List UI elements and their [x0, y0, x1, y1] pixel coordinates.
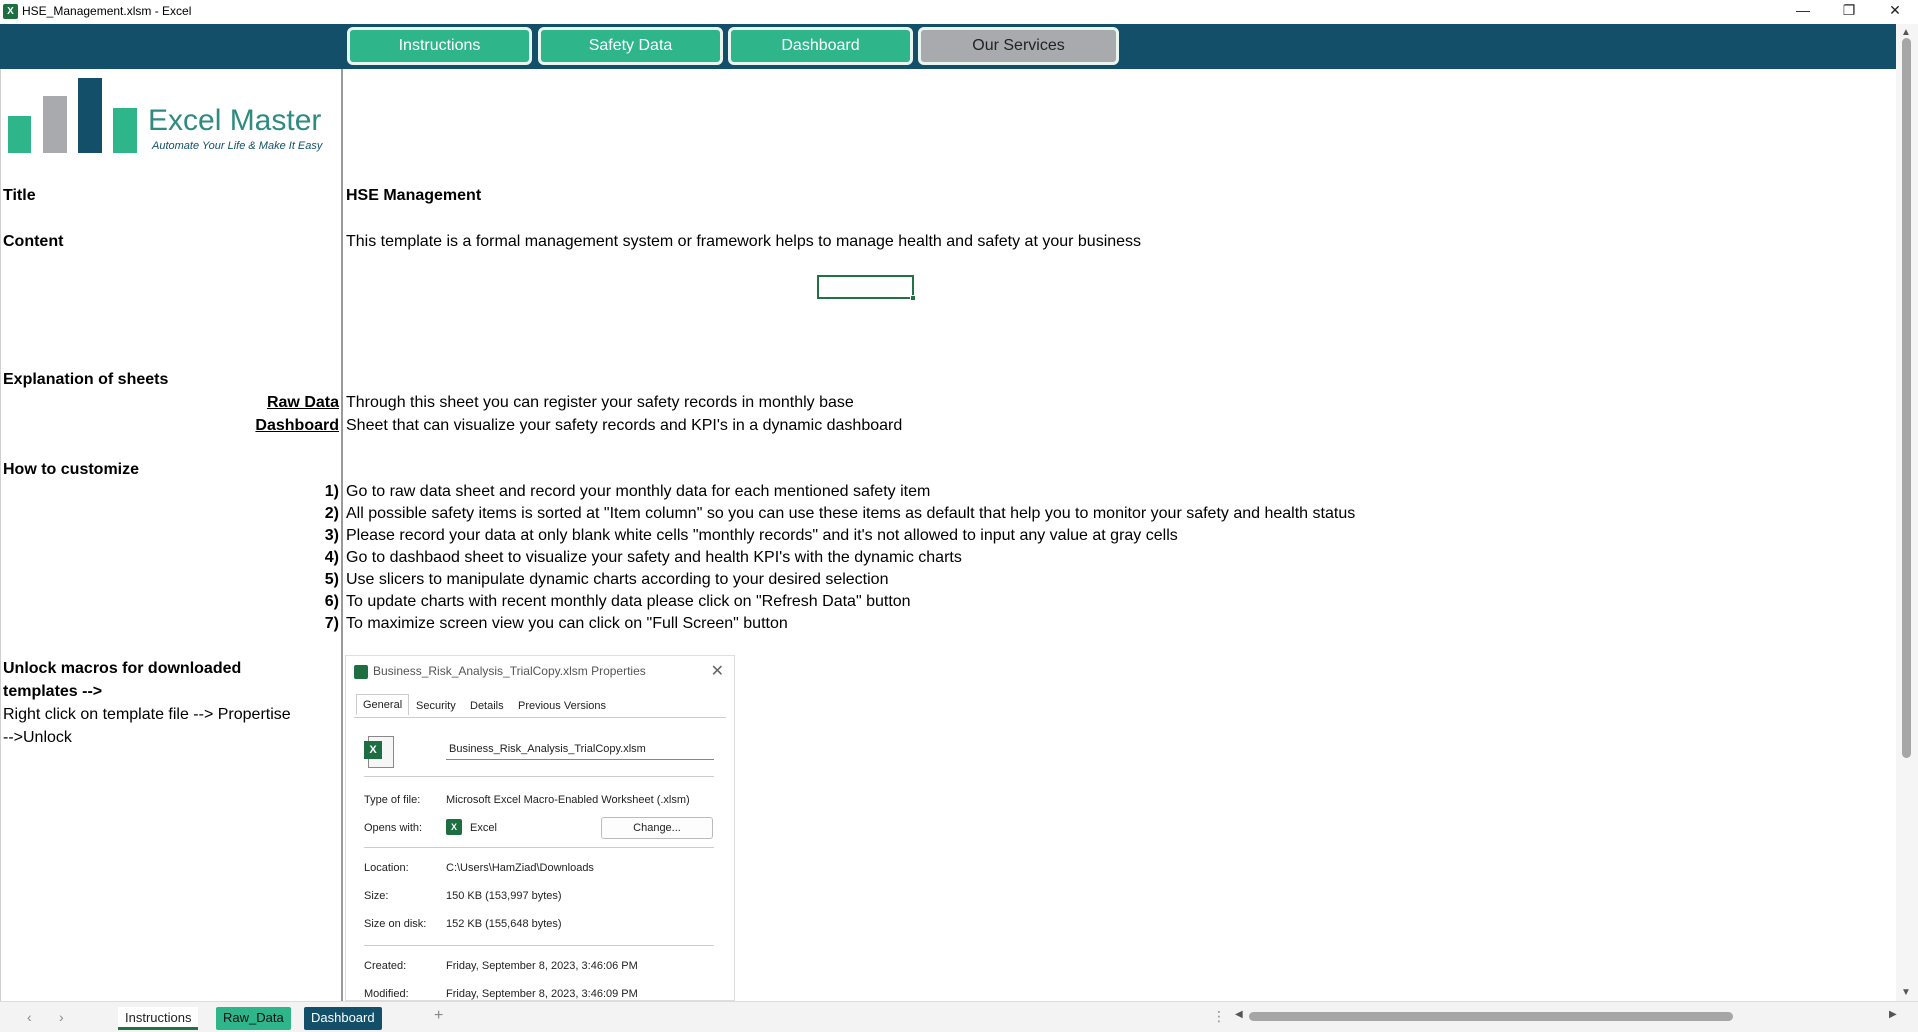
horizontal-scroll-thumb[interactable] [1249, 1012, 1733, 1021]
type-label: Type of file: [364, 794, 421, 806]
tab-security: Security [416, 700, 456, 712]
filename-field: Business_Risk_Analysis_TrialCopy.xlsm [446, 738, 714, 760]
created-label: Created: [364, 960, 407, 972]
vertical-scroll-thumb[interactable] [1902, 38, 1911, 758]
raw-data-explanation: Through this sheet you can register your safety records in monthly base [346, 394, 854, 411]
scroll-down-icon[interactable]: ▼ [1901, 987, 1911, 998]
nav-instructions-button[interactable]: Instructions [347, 27, 532, 65]
title-bar [0, 0, 1918, 23]
nav-our-services-button[interactable]: Our Services [918, 27, 1119, 65]
frozen-column-pane [0, 69, 343, 1001]
step-number: 6) [324, 593, 339, 610]
step-number: 4) [324, 549, 339, 566]
selected-cell[interactable] [817, 275, 914, 299]
dashboard-explanation: Sheet that can visualize your safety records and KPI's in a dynamic dashboard [346, 417, 903, 434]
tab-divider [354, 717, 726, 718]
restore-button[interactable]: ❐ [1842, 2, 1856, 18]
step-text: To update charts with recent monthly data please click on "Refresh Data" button [346, 593, 911, 610]
prev-sheet-icon[interactable]: ‹ [27, 1009, 32, 1025]
unlock-text-line-1: Right click on template file --> Propertise [3, 706, 291, 723]
type-value: Microsoft Excel Macro-Enabled Worksheet (.xlsm) [446, 794, 690, 806]
opens-with-label: Opens with: [364, 822, 423, 834]
step-text: All possible safety items is sorted at "Item column" so you can use these items as default that help you to monitor your safety and health status [346, 505, 1356, 522]
scroll-right-icon[interactable]: ▶ [1889, 1009, 1897, 1020]
size-on-disk-label: Size on disk: [364, 918, 427, 930]
minimize-button[interactable]: — [1796, 2, 1810, 18]
customize-label: How to customize [3, 461, 140, 478]
explanation-label: Explanation of sheets [3, 371, 169, 388]
step-number: 3) [324, 527, 339, 544]
divider [364, 847, 714, 848]
divider [364, 776, 714, 777]
step-text: Use slicers to manipulate dynamic charts according to your desired selection [346, 571, 889, 588]
vertical-scrollbar[interactable] [1896, 24, 1918, 1001]
unlock-label-line-1: Unlock macros for downloaded [3, 660, 242, 677]
horizontal-scrollbar[interactable] [1235, 1009, 1900, 1023]
modified-value: Friday, September 8, 2023, 3:46:09 PM [446, 988, 638, 1000]
opens-with-value: Excel [470, 822, 497, 834]
logo-bar-1 [8, 116, 31, 153]
nav-safety-data-button[interactable]: Safety Data [538, 27, 723, 65]
logo-bar-2 [43, 96, 67, 153]
step-number: 5) [324, 571, 339, 588]
step-text: Go to raw data sheet and record your monthly data for each mentioned safety item [346, 483, 931, 500]
size-value: 150 KB (153,997 bytes) [446, 890, 562, 902]
scroll-up-icon[interactable]: ▲ [1901, 27, 1911, 38]
sheet-tab-instructions[interactable]: Instructions [118, 1007, 198, 1030]
fill-handle[interactable] [910, 295, 916, 301]
size-label: Size: [364, 890, 389, 902]
properties-dialog-image [345, 655, 735, 1001]
tab-previous-versions: Previous Versions [518, 700, 607, 712]
tab-general: General [356, 694, 409, 715]
scroll-left-icon[interactable]: ◀ [1235, 1009, 1243, 1020]
content-value: This template is a formal management system or framework helps to manage health and safety at your business [346, 233, 1142, 250]
unlock-label-line-2: templates --> [3, 683, 103, 700]
content-label: Content [3, 233, 64, 250]
excel-document-icon: X [368, 736, 394, 768]
modified-label: Modified: [364, 988, 409, 1000]
logo-bar-3 [78, 78, 102, 153]
tab-details: Details [470, 700, 504, 712]
step-text: To maximize screen view you can click on "Full Screen" button [346, 615, 788, 632]
step-number: 1) [324, 483, 339, 500]
next-sheet-icon[interactable]: › [59, 1009, 64, 1025]
change-button: Change... [601, 817, 713, 839]
logo-tagline: Automate Your Life & Make It Easy [152, 140, 323, 152]
sheet-tab-dashboard[interactable]: Dashboard [304, 1007, 382, 1030]
size-on-disk-value: 152 KB (155,648 bytes) [446, 918, 562, 930]
created-value: Friday, September 8, 2023, 3:46:06 PM [446, 960, 638, 972]
raw-data-link[interactable]: Raw Data [266, 394, 339, 411]
logo-bar-4 [113, 108, 137, 153]
properties-title: Business_Risk_Analysis_TrialCopy.xlsm Properties [373, 664, 646, 678]
step-text: Go to dashbaod sheet to visualize your safety and health KPI's with the dynamic charts [346, 549, 962, 566]
location-value: C:\Users\HamZiad\Downloads [446, 862, 594, 874]
step-text: Please record your data at only blank white cells "monthly records" and it's not allowed to input any value at gray cells [346, 527, 1178, 544]
title-value: HSE Management [346, 187, 482, 204]
window-title: HSE_Management.xlsm - Excel [22, 4, 192, 18]
close-icon: ✕ [710, 663, 724, 680]
excel-file-icon [354, 665, 368, 679]
location-label: Location: [364, 862, 409, 874]
close-window-button[interactable]: ✕ [1889, 2, 1901, 18]
more-options-icon[interactable]: ⋮ [1212, 1008, 1226, 1024]
logo-brand-text: Excel Master [148, 104, 322, 137]
add-sheet-icon[interactable]: + [434, 1007, 444, 1024]
step-number: 2) [324, 505, 339, 522]
dashboard-link[interactable]: Dashboard [255, 417, 339, 434]
excel-small-icon: X [446, 819, 462, 835]
step-number: 7) [324, 615, 339, 632]
excel-app-icon: X [3, 4, 18, 19]
sheet-tab-raw-data[interactable]: Raw_Data [216, 1007, 291, 1030]
divider [364, 945, 714, 946]
title-label: Title [3, 187, 36, 204]
nav-dashboard-button[interactable]: Dashboard [728, 27, 913, 65]
unlock-text-line-2: -->Unlock [3, 729, 72, 746]
